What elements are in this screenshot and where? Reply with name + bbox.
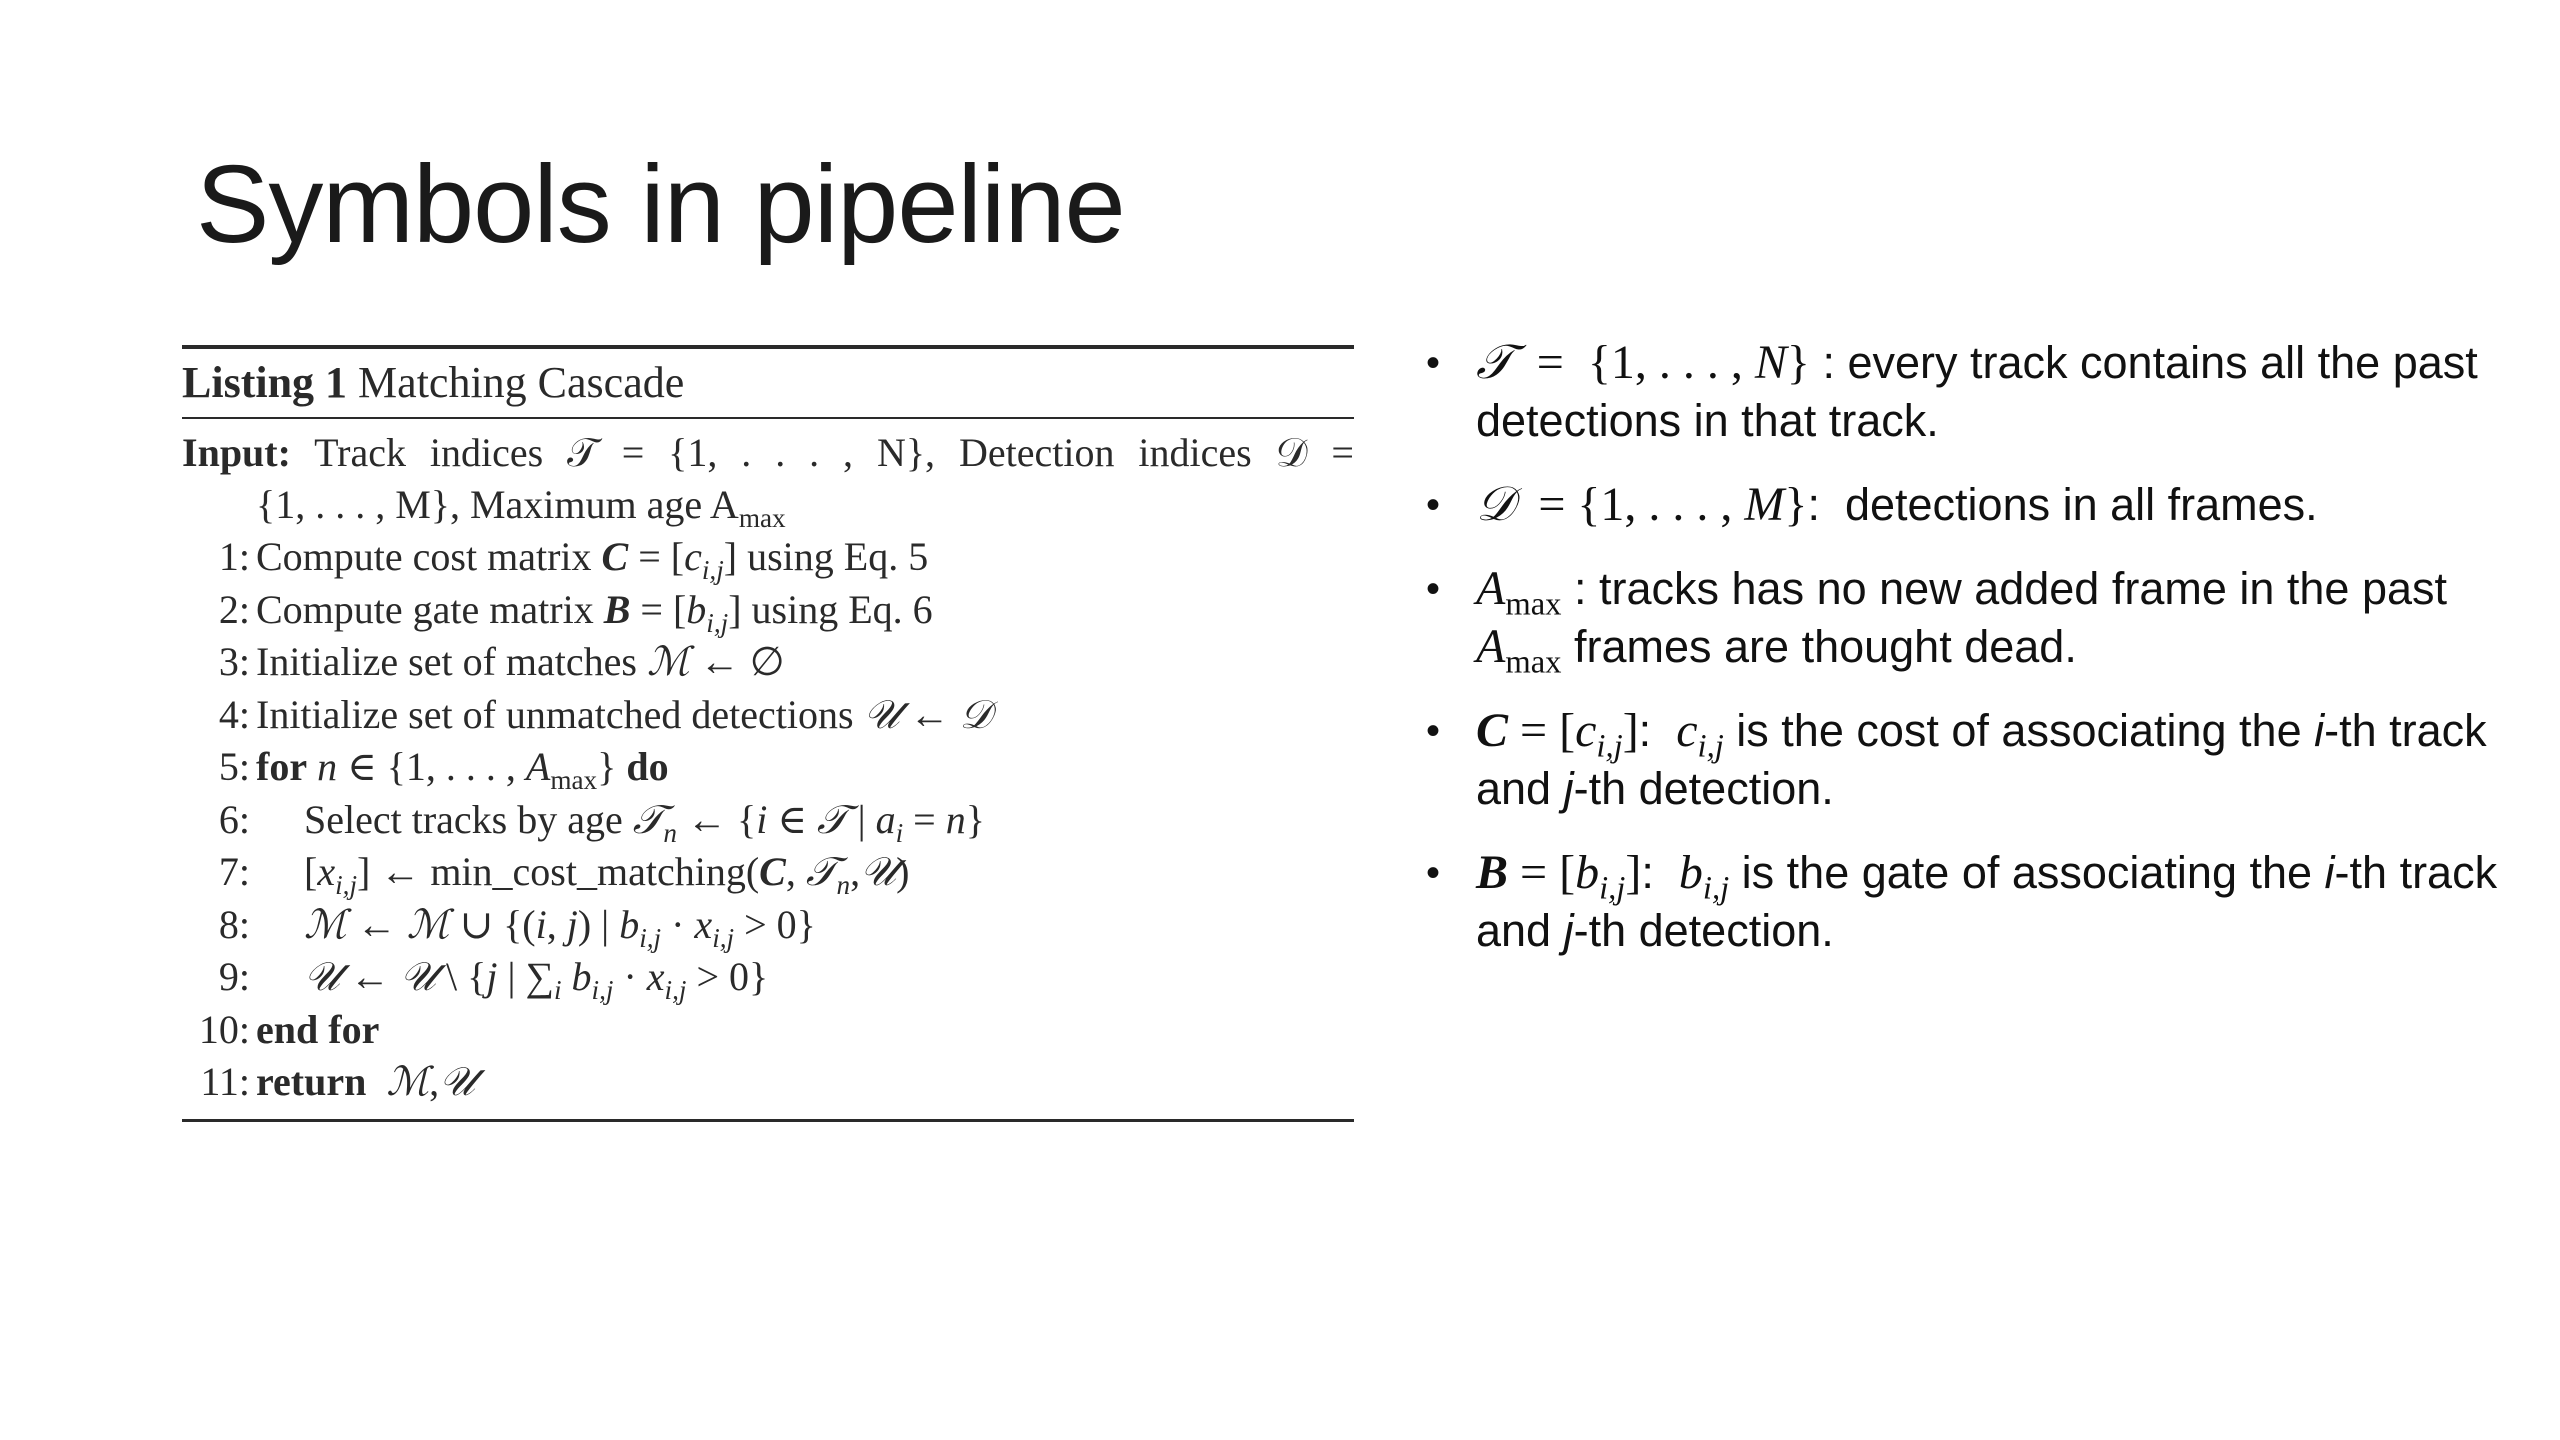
- listing-line-7: [182, 846, 1354, 899]
- line-text: Initialize set of unmatched detections 𝒰 ← 𝒟: [256, 691, 992, 737]
- line-number: 8:: [218, 901, 250, 947]
- bullet-symbol: $A_{max}$: [1476, 562, 1562, 623]
- bullet-text: : detections in all frames.: [1807, 479, 2318, 530]
- bullet-track-indices: [1426, 334, 2536, 450]
- line-number: 1:: [218, 534, 250, 579]
- bullet-dot-icon: •: [1426, 851, 1441, 895]
- bullet-dot-icon: •: [1426, 567, 1441, 611]
- line-text: $[x_{i,j}]$ ← min_cost_matching(C, 𝒯$_n$,𝒰): [304, 849, 910, 900]
- listing-input-label: Input:: [182, 430, 291, 475]
- bullet-text: : $c_{i,j}$ is the cost of associating the i-th track and j-th detection.: [1476, 704, 2487, 814]
- bullet-cost-matrix: [1426, 702, 2536, 818]
- bullet-symbol: $B = [b_{i,j}]$: [1476, 846, 1642, 907]
- listing-input-text: Track indices 𝒯 = {1, . . . , N}, Detection indices 𝒟 =: [314, 430, 1354, 475]
- bullet-text: : every track contains all the past detections in that track.: [1476, 337, 2478, 446]
- bullet-dot-icon: •: [1426, 483, 1441, 527]
- line-text: Compute gate matrix $B = [b_{i,j}]$ using Eq. 6: [256, 586, 933, 638]
- listing-line-5: [182, 741, 1354, 794]
- line-text: return ℳ,𝒰: [256, 1059, 476, 1104]
- bullet-max-age: [1426, 560, 2536, 681]
- listing-line-9: [182, 951, 1354, 1004]
- line-number: 5:: [218, 744, 250, 789]
- line-text: Initialize set of matches ℳ ← ∅: [256, 639, 785, 684]
- line-number: 3:: [218, 639, 250, 684]
- line-text: 𝒰 ← 𝒰 \ {j | $\sum_i$ $b_{i,j} \cdot x_{i,j} > 0$}: [304, 954, 769, 1005]
- bullet-gate-matrix: [1426, 844, 2536, 960]
- bullet-detection-indices: [1426, 476, 2536, 534]
- line-number: 10:: [198, 1006, 250, 1052]
- bullet-dot-icon: •: [1426, 341, 1441, 385]
- symbol-bullet-list: [1426, 334, 2536, 986]
- listing-line-6: [182, 794, 1354, 847]
- line-number: 4:: [218, 691, 250, 737]
- line-text: ℳ ← ℳ ∪ {(i, j) | $b_{i,j} \cdot x_{i,j} > 0$}: [304, 901, 816, 953]
- listing-line-4: [182, 689, 1354, 742]
- line-number: 2:: [218, 586, 250, 632]
- listing-bottom-rule: [182, 1119, 1354, 1122]
- listing-input-continuation: [182, 479, 1354, 531]
- line-number: 11:: [200, 1059, 250, 1104]
- listing-caption: [182, 349, 1354, 417]
- listing-input-text-2: {1, . . . , M}, Maximum age A: [256, 482, 739, 527]
- slide-title: Symbols in pipeline: [196, 143, 1125, 266]
- listing-line-8: [182, 899, 1354, 952]
- listing-body: [182, 419, 1354, 1119]
- bullet-symbol: 𝒟 = {1, . . . , M}: [1476, 478, 1808, 531]
- line-number: 7:: [218, 849, 250, 894]
- bullet-dot-icon: •: [1426, 709, 1441, 753]
- bullet-symbol: $C = [c_{i,j}]$: [1476, 704, 1639, 765]
- listing-line-1: [182, 531, 1354, 584]
- listing-input-line: [182, 427, 1354, 479]
- listing-line-2: [182, 584, 1354, 637]
- line-text: for n ∈ {1, . . . , $A_{max}$} do: [256, 744, 669, 795]
- listing-caption-text: Matching Cascade: [358, 358, 685, 407]
- listing-input-sub: max: [738, 503, 786, 533]
- line-keyword: end for: [256, 1006, 380, 1052]
- bullet-text: : $b_{i,j}$ is the gate of associating the i-th track and j-th detection.: [1476, 846, 2498, 956]
- algorithm-listing: [182, 345, 1354, 1122]
- bullet-text: : tracks has no new added frame in the past $A_{max}$ frames are thought dead.: [1476, 563, 2447, 681]
- listing-line-11: [182, 1056, 1354, 1109]
- line-text: Select tracks by age 𝒯$_n$ ← {i ∈ 𝒯 | $a_i = n$}: [304, 796, 985, 848]
- listing-line-3: [182, 636, 1354, 689]
- listing-line-10: [182, 1004, 1354, 1057]
- line-number: 9:: [218, 954, 250, 999]
- listing-caption-label: Listing 1: [182, 358, 348, 407]
- bullet-symbol: 𝒯 = {1, . . . , N}: [1476, 336, 1810, 389]
- line-number: 6:: [218, 796, 250, 842]
- line-text: Compute cost matrix $C = [c_{i,j}]$ using Eq. 5: [256, 534, 929, 585]
